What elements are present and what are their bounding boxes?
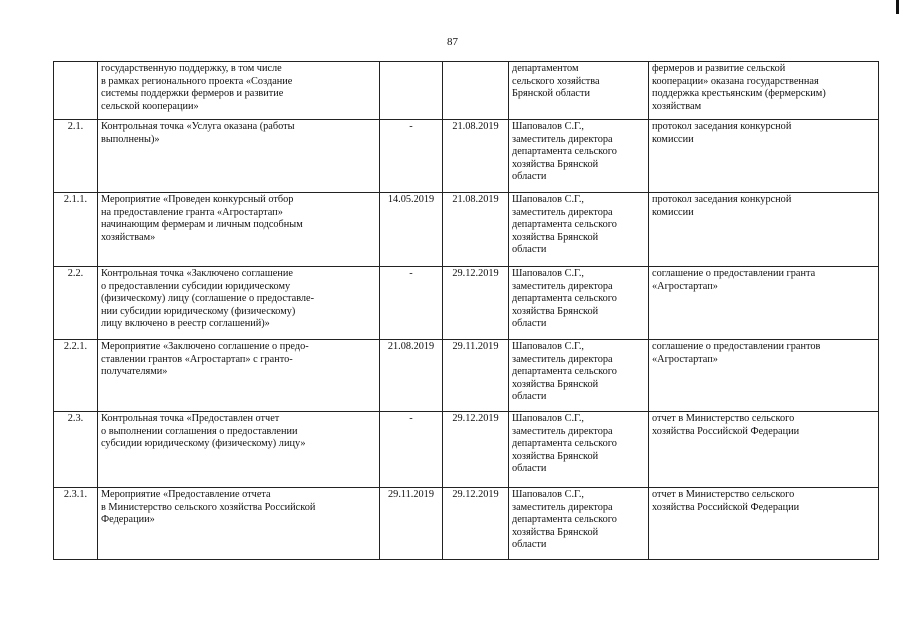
row-number: 2.2.1. bbox=[54, 340, 98, 412]
result-document: протокол заседания конкурсной комиссии bbox=[649, 193, 879, 267]
task-description: Контрольная точка «Заключено соглашение о предоставлении субсидии юридическому (физическому) лицу (соглашение о предоставле- нии субсидии юридическому (физическому) лицу включено в реестр соглашений)» bbox=[98, 267, 380, 340]
result-document: отчет в Министерство сельского хозяйства Российской Федерации bbox=[649, 412, 879, 488]
end-date bbox=[443, 62, 509, 120]
start-date: 14.05.2019 bbox=[380, 193, 443, 267]
row-number bbox=[54, 62, 98, 120]
end-date: 29.12.2019 bbox=[443, 267, 509, 340]
responsible-person: Шаповалов С.Г., заместитель директора департамента сельского хозяйства Брянской области bbox=[509, 412, 649, 488]
task-description: Мероприятие «Заключено соглашение о предо- ставлении грантов «Агростартап» с гранто- получателями» bbox=[98, 340, 380, 412]
end-date: 21.08.2019 bbox=[443, 193, 509, 267]
task-description: Контрольная точка «Предоставлен отчет о выполнении соглашения о предоставлении субсидии юридическому (физическому) лицу» bbox=[98, 412, 380, 488]
row-number: 2.1.1. bbox=[54, 193, 98, 267]
result-document: фермеров и развитие сельской кооперации» оказана государственная поддержка крестьянским (фермерским) хозяйствам bbox=[649, 62, 879, 120]
row-number: 2.2. bbox=[54, 267, 98, 340]
table-row bbox=[54, 120, 879, 193]
result-document: протокол заседания конкурсной комиссии bbox=[649, 120, 879, 193]
start-date: 29.11.2019 bbox=[380, 488, 443, 560]
end-date: 29.11.2019 bbox=[443, 340, 509, 412]
table-row bbox=[54, 340, 879, 412]
result-document: соглашение о предоставлении грантов «Агростартап» bbox=[649, 340, 879, 412]
page-number: 87 bbox=[447, 36, 458, 48]
table-row bbox=[54, 488, 879, 560]
responsible-person: Шаповалов С.Г., заместитель директора департамента сельского хозяйства Брянской области bbox=[509, 340, 649, 412]
end-date: 21.08.2019 bbox=[443, 120, 509, 193]
responsible-person: Шаповалов С.Г., заместитель директора департамента сельского хозяйства Брянской области bbox=[509, 488, 649, 560]
responsible-person: Шаповалов С.Г., заместитель директора департамента сельского хозяйства Брянской области bbox=[509, 120, 649, 193]
task-description: Мероприятие «Проведен конкурсный отбор на предоставление гранта «Агростартап» начинающим фермерам и личным подсобным хозяйствам» bbox=[98, 193, 380, 267]
row-number: 2.3. bbox=[54, 412, 98, 488]
start-date: - bbox=[380, 412, 443, 488]
task-description: Мероприятие «Предоставление отчета в Министерство сельского хозяйства Российской Федерации» bbox=[98, 488, 380, 560]
implementation-plan-table bbox=[53, 61, 879, 560]
result-document: соглашение о предоставлении гранта «Агростартап» bbox=[649, 267, 879, 340]
start-date bbox=[380, 62, 443, 120]
table-row bbox=[54, 62, 879, 120]
responsible-person: Шаповалов С.Г., заместитель директора департамента сельского хозяйства Брянской области bbox=[509, 193, 649, 267]
task-description: государственную поддержку, в том числе в рамках регионального проекта «Создание системы поддержки фермеров и развитие сельской кооперации» bbox=[98, 62, 380, 120]
start-date: - bbox=[380, 267, 443, 340]
responsible-person: департаментом сельского хозяйства Брянской области bbox=[509, 62, 649, 120]
table-row bbox=[54, 267, 879, 340]
result-document: отчет в Министерство сельского хозяйства Российской Федерации bbox=[649, 488, 879, 560]
end-date: 29.12.2019 bbox=[443, 488, 509, 560]
row-number: 2.1. bbox=[54, 120, 98, 193]
responsible-person: Шаповалов С.Г., заместитель директора департамента сельского хозяйства Брянской области bbox=[509, 267, 649, 340]
task-description: Контрольная точка «Услуга оказана (работы выполнены)» bbox=[98, 120, 380, 193]
start-date: - bbox=[380, 120, 443, 193]
table-row bbox=[54, 412, 879, 488]
start-date: 21.08.2019 bbox=[380, 340, 443, 412]
end-date: 29.12.2019 bbox=[443, 412, 509, 488]
page-edge-mark bbox=[896, 0, 899, 14]
table-row bbox=[54, 193, 879, 267]
row-number: 2.3.1. bbox=[54, 488, 98, 560]
